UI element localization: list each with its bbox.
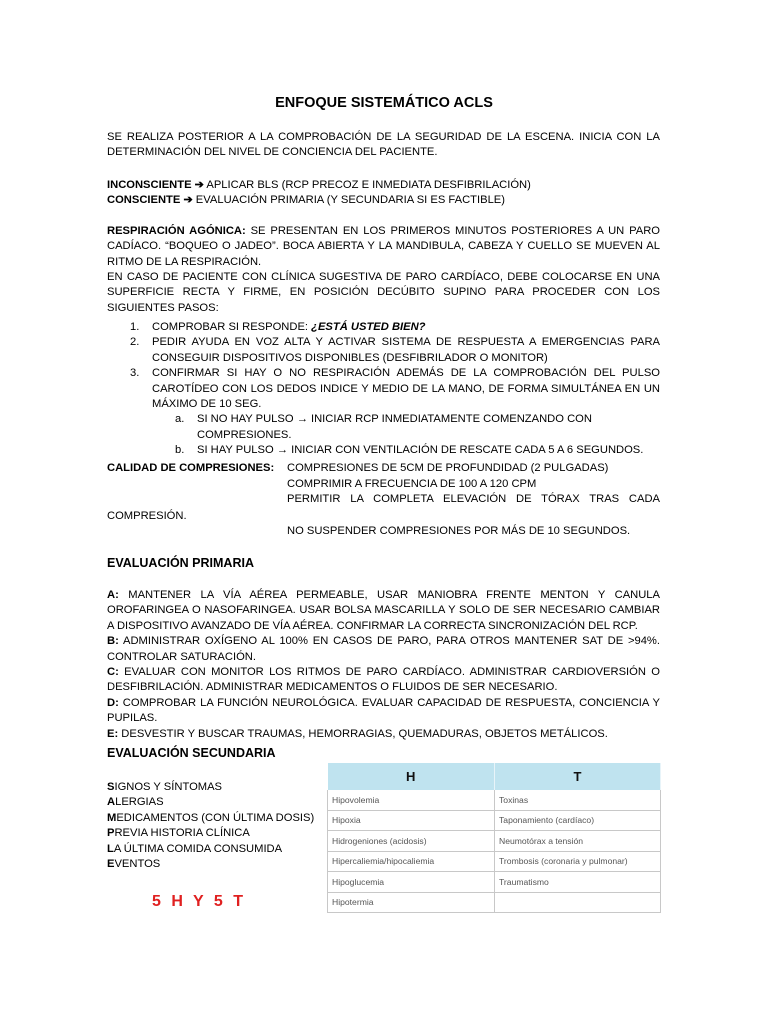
list-item <box>107 795 314 810</box>
list-item <box>107 780 314 795</box>
list-item <box>107 634 660 665</box>
step-text: CONFIRMAR SI HAY O NO RESPIRACIÓN ADEMÁS DE LA COMPROBACIÓN DEL PULSO CAROTÍDEO CON LOS DEDOS INDICE Y MEDIO DE LA MANO, DE FORMA SIMULTÁNEA EN UN MÁXIMO DE 10 SEG. <box>152 367 660 411</box>
agonica-paragraph <box>107 224 660 270</box>
table-cell: Toxinas <box>495 790 661 810</box>
list-number: b. <box>175 444 185 457</box>
calidad-label: CALIDAD DE COMPRESIONES: <box>107 462 275 474</box>
table-cell: Trombosis (coronaria y pulmonar) <box>495 851 661 872</box>
list-number: 2. <box>130 336 140 349</box>
table-cell: Hipoglucemia <box>328 872 495 893</box>
page-title: ENFOQUE SISTEMÁTICO ACLS <box>275 95 493 111</box>
inconsciente-line <box>107 178 660 193</box>
column-header: H <box>328 763 495 790</box>
item-text: MANTENER LA VÍA AÉREA PERMEABLE, USAR MANIOBRA FRENTE MENTON Y CANULA OROFARINGEA O NASOFARINGEA. USAR BOLSA MASCARILLA Y SOLO DE SER NECESARIO CAMBIAR A DISPOSITIVO AVANZADO DE VÍA AÉREA. CONFIRMAR LA CORRECTA SINCRONIZACIÓN DEL RCP. <box>107 589 660 632</box>
item-text: A ÚLTIMA COMIDA CONSUMIDA <box>113 842 283 855</box>
calidad-line: COMPRESIONES DE 5CM DE PROFUNDIDAD (2 PULGADAS) <box>287 462 609 474</box>
step-text: COMPROBAR SI RESPONDE: <box>152 321 312 333</box>
consciente-line <box>107 193 660 208</box>
table-cell: Hipovolemia <box>328 790 495 810</box>
agonica-label: RESPIRACIÓN AGÓNICA: <box>107 225 246 237</box>
list-item <box>107 857 314 872</box>
list-item <box>107 320 660 335</box>
calidad-line: COMPRESIÓN. <box>107 510 187 522</box>
list-number: 1. <box>130 321 140 333</box>
list-item <box>107 366 660 412</box>
item-key: A: <box>107 589 119 601</box>
table-row <box>328 872 661 893</box>
item-key: B: <box>107 635 119 648</box>
mnemonic-letter: S <box>107 781 115 793</box>
item-key: D: <box>107 696 119 709</box>
item-key: E: <box>107 727 119 740</box>
calidad-line: PERMITIR LA COMPLETA ELEVACIÓN DE TÓRAX TRAS CADA <box>287 493 660 505</box>
sub-list-item <box>107 443 660 458</box>
table-cell <box>495 892 661 913</box>
steps-list <box>107 320 660 459</box>
primaria-heading: EVALUACIÓN PRIMARIA <box>107 556 254 570</box>
item-text: EVALUAR CON MONITOR LOS RITMOS DE PARO CARDÍACO. ADMINISTRAR CARDIOVERSIÓN O DESFIBRILACIÓN. ADMINISTRAR MEDICAMENTOS O FLUIDOS DE SER NECESARIO. <box>107 666 660 694</box>
list-number: a. <box>175 413 185 426</box>
consciente-label: CONSCIENTE <box>107 194 181 206</box>
calidad-line: NO SUSPENDER COMPRESIONES POR MÁS DE 10 SEGUNDOS. <box>287 525 631 537</box>
table-row <box>328 790 661 810</box>
h-t-table <box>327 763 661 913</box>
list-item <box>107 727 660 742</box>
arrow-right-icon: ➔ <box>194 179 204 191</box>
table-row <box>328 831 661 852</box>
table-cell: Neumotórax a tensión <box>495 831 661 852</box>
table-row <box>328 851 661 872</box>
table-row <box>328 810 661 831</box>
intro-paragraph: SE REALIZA POSTERIOR A LA COMPROBACIÓN DE LA SEGURIDAD DE LA ESCENA. INICIA CON LA DETERMINACIÓN DEL NIVEL DE CONCIENCIA DEL PACIENTE. <box>107 131 660 159</box>
sub-list-item <box>107 412 660 443</box>
arrow-right-icon: ➔ <box>183 194 193 206</box>
secundaria-list <box>107 780 314 872</box>
table-cell: Hipotermia <box>328 892 495 913</box>
list-item <box>107 811 314 826</box>
substep-text: INICIAR CON VENTILACIÓN DE RESCATE CADA 5 A 6 SEGUNDOS. <box>287 444 644 457</box>
item-key: C: <box>107 666 119 679</box>
primaria-list <box>107 588 660 742</box>
step-emphasis: ¿ESTÁ USTED BIEN? <box>311 321 426 333</box>
list-item <box>107 696 660 727</box>
secundaria-heading: EVALUACIÓN SECUNDARIA <box>107 746 276 760</box>
caso-paragraph: EN CASO DE PACIENTE CON CLÍNICA SUGESTIVA DE PARO CARDÍACO, DEBE COLOCARSE EN UNA SUPERFICIE RECTA Y FIRME, EN POSICIÓN DECÚBITO SUPINO PARA PROCEDER CON LOS SIGUIENTES PASOS: <box>107 271 660 314</box>
substep-text: SI HAY PULSO <box>197 444 277 457</box>
item-text: VENTOS <box>114 858 161 871</box>
inconsciente-text: APLICAR BLS (RCP PRECOZ E INMEDIATA DESFIBRILACIÓN) <box>203 179 531 191</box>
table-cell: Hipoxia <box>328 810 495 831</box>
agonica-text: SE PRESENTAN EN LOS PRIMEROS MINUTOS POSTERIORES A UN PARO CADÍACO. “BOQUEO O JADEO”. BOCA ABIERTA Y LA MANDIBULA, CABEZA Y CUELLO SE MUEVEN AL RITMO DE LA RESPIRACIÓN. <box>107 225 660 268</box>
list-item <box>107 335 660 366</box>
mnemonic-letter: P <box>107 827 115 840</box>
item-text: REVIA HISTORIA CLÍNICA <box>114 827 250 840</box>
list-item <box>107 842 314 857</box>
inconsciente-label: INCONSCIENTE <box>107 179 192 191</box>
column-header: T <box>495 763 661 790</box>
consciente-text: EVALUACIÓN PRIMARIA (Y SECUNDARIA SI ES FACTIBLE) <box>192 194 505 206</box>
list-number: 3. <box>130 367 140 380</box>
table-cell: Hidrogeniones (acidosis) <box>328 831 495 852</box>
mnemonic-letter: E <box>107 858 115 871</box>
table-cell: Hipercaliemia/hipocaliemia <box>328 851 495 872</box>
mnemonic-letter: L <box>107 842 114 855</box>
table-row <box>328 892 661 913</box>
item-text: COMPROBAR LA FUNCIÓN NEUROLÓGICA. EVALUAR CAPACIDAD DE RESPUESTA, CONCIENCIA Y PUPILAS. <box>107 696 660 725</box>
mnemonic-letter: A <box>107 796 116 809</box>
list-item <box>107 665 660 696</box>
table-cell: Taponamiento (cardíaco) <box>495 810 661 831</box>
step-text: PEDIR AYUDA EN VOZ ALTA Y ACTIVAR SISTEMA DE RESPUESTA A EMERGENCIAS PARA CONSEGUIR DISPOSITIVOS DISPONIBLES (DESFIBRILADOR O MONITOR) <box>152 336 660 364</box>
mnemonic-letter: M <box>107 811 117 824</box>
arrow-right-icon: → <box>296 413 308 426</box>
table-header-row <box>328 763 661 790</box>
item-text: DESVESTIR Y BUSCAR TRAUMAS, HEMORRAGIAS, QUEMADURAS, OBJETOS METÁLICOS. <box>118 727 608 740</box>
substep-text: SI NO HAY PULSO <box>197 413 297 426</box>
table-cell: Traumatismo <box>495 872 661 893</box>
calidad-line: COMPRIMIR A FRECUENCIA DE 100 A 120 CPM <box>287 477 537 490</box>
list-item <box>107 826 314 841</box>
substep-text: INICIAR RCP INMEDIATAMENTE COMENZANDO CON COMPRESIONES. <box>197 413 592 441</box>
item-text: ADMINISTRAR OXÍGENO AL 100% EN CASOS DE PARO, PARA OTROS MANTENER SAT DE >94%. CONTROLAR SATURACIÓN. <box>107 635 660 663</box>
item-text: LERGIAS <box>115 796 164 809</box>
list-item <box>107 588 660 634</box>
arrow-right-icon: → <box>276 444 288 457</box>
item-text: EDICAMENTOS (CON ÚLTIMA DOSIS) <box>116 811 315 824</box>
item-text: IGNOS Y SÍNTOMAS <box>114 781 223 793</box>
hyt-label: 5 H Y 5 T <box>152 893 246 910</box>
